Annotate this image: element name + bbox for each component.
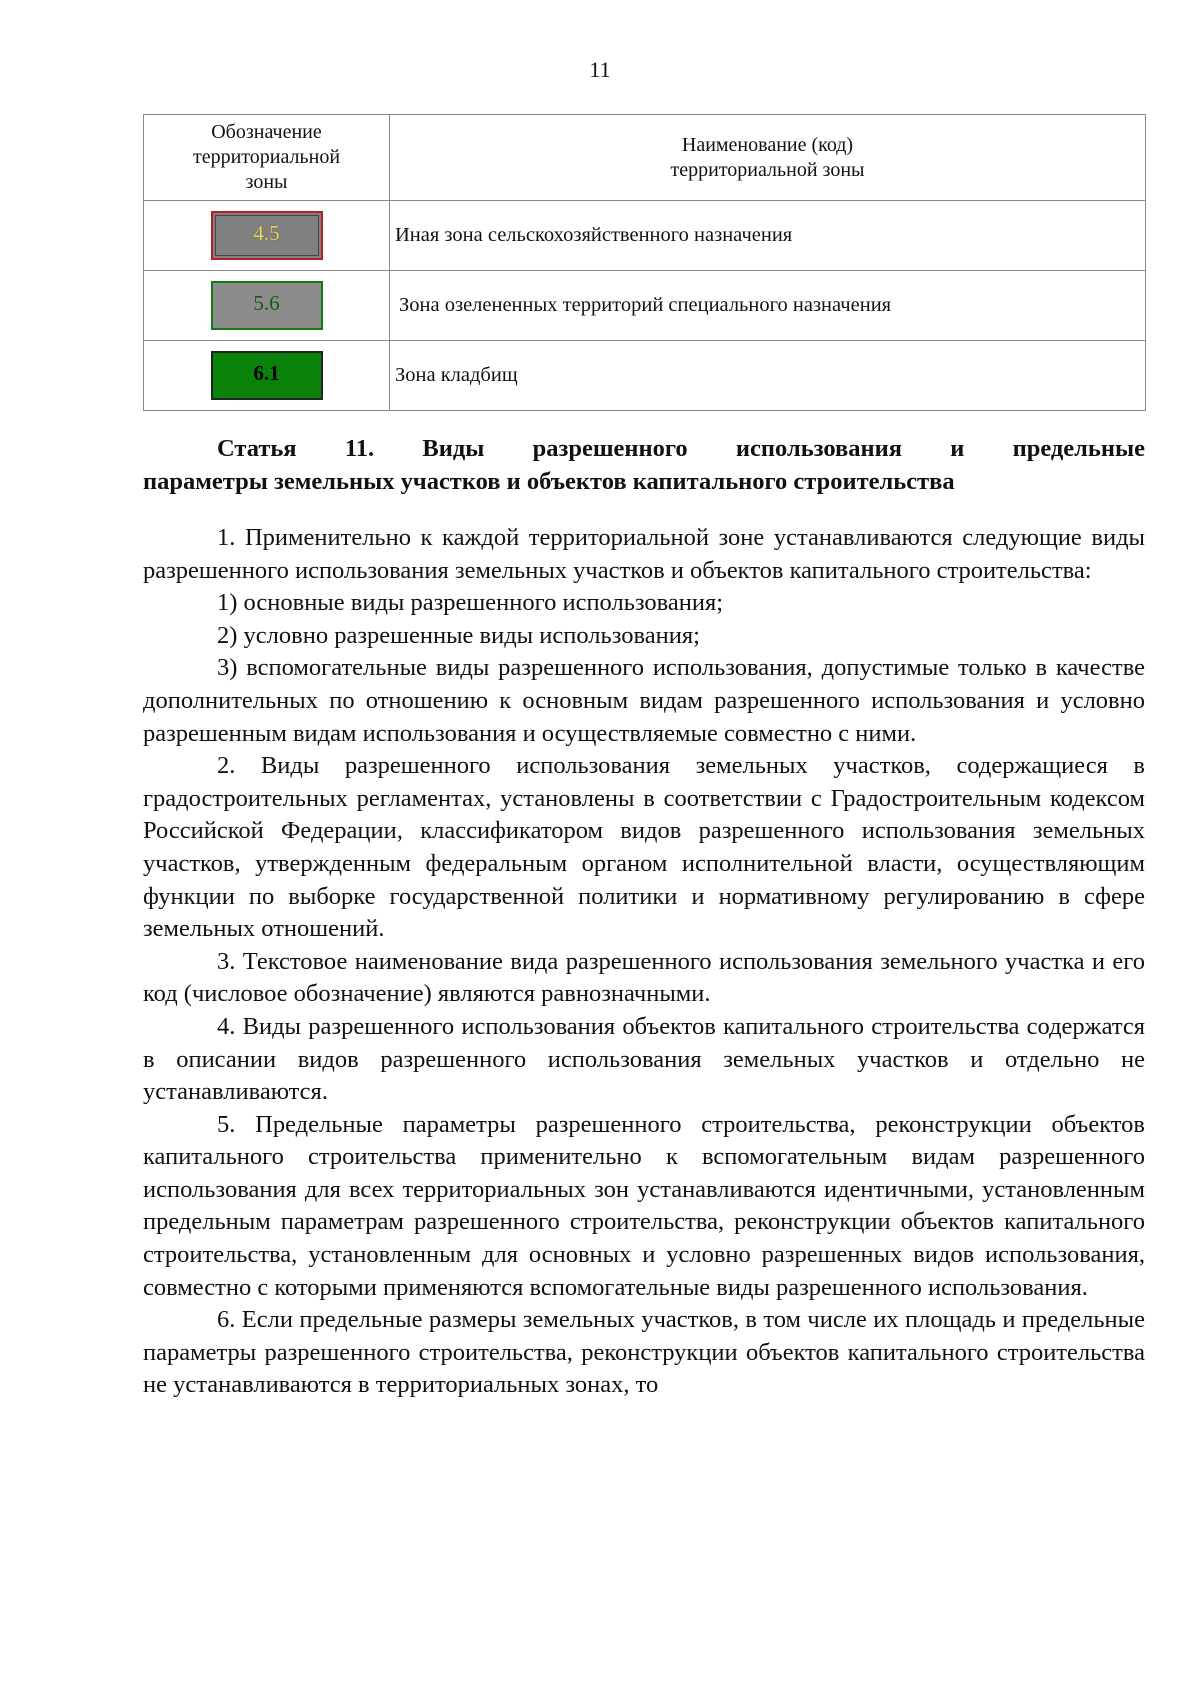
zone-swatch-cell: [144, 201, 390, 271]
zone-name-cell: Иная зона сельскохозяйственного назначения: [390, 201, 1146, 271]
paragraph: 5. Предельные параметры разрешенного строительства, реконструкции объектов капитального строительства применительно к вспомогательным видам разрешенного использования для всех территориальных зон устанавливаются идентичными, установленным предельным параметрам разрешенного строительства, реконструкции объектов капитального строительства, установленным для основных и условно разрешенных видов использования, совместно с которыми применяются вспомогательные виды разрешенного использования.: [143, 1110, 1145, 1301]
article-heading: [143, 432, 1145, 498]
zone-swatch-cell: [144, 271, 390, 341]
paragraph: 3. Текстовое наименование вида разрешенного использования земельного участка и его код (числовое обозначение) являются равнозначными.: [143, 947, 1145, 1008]
zone-swatch-5-6: 5.6: [211, 281, 323, 330]
paragraph: 4. Виды разрешенного использования объектов капитального строительства содержатся в описании видов разрешенного использования земельных участков и отдельно не устанавливаются.: [143, 1012, 1145, 1106]
header-col2-line1: Наименование (код): [681, 133, 854, 156]
paragraph: 1) основные виды разрешенного использования;: [217, 589, 724, 617]
paragraph: 2. Виды разрешенного использования земельных участков, содержащиеся в градостроительных регламентах, установлены в соответствии с Градостроительным кодексом Российской Федерации, классификатором видов разрешенного использования земельных участков, утвержденным федеральным органом исполнительной власти, осуществляющим функции по выборке государственной политики и нормативному регулированию в сфере земельных отношений.: [143, 752, 1145, 943]
zones-table: [143, 114, 1146, 411]
table-row: [144, 341, 1146, 411]
header-zone-name: [390, 115, 1146, 201]
zone-swatch-6-1: 6.1: [211, 351, 323, 400]
zone-swatch-4-5: 4.5: [211, 211, 323, 260]
table-row: [144, 271, 1146, 341]
paragraph: 2) условно разрешенные виды использования;: [217, 621, 700, 649]
zone-name-cell: Зона кладбищ: [390, 341, 1146, 411]
zone-name-cell: Зона озелененных территорий специального назначения: [390, 271, 1146, 341]
paragraph: 1. Применительно к каждой территориальной зоне устанавливаются следующие виды разрешенного использования земельных участков и объектов капитального строительства:: [143, 524, 1145, 584]
article-body: [143, 522, 1145, 1402]
header-col2-line2: территориальной зоны: [670, 158, 865, 181]
paragraph: 6. Если предельные размеры земельных участков, в том числе их площадь и предельные параметры разрешенного строительства, реконструкции объектов капитального строительства не устанавливаются в территориальных зонах, то: [143, 1306, 1145, 1399]
zone-swatch-cell: [144, 341, 390, 411]
article-heading-line1: Статья 11. Виды разрешенного использования и предельные: [217, 435, 1145, 462]
header-col1-text: Обозначение территориальной зоны: [192, 121, 341, 193]
page-number: 11: [589, 57, 611, 82]
table-header-row: [144, 115, 1146, 201]
table-row: [144, 201, 1146, 271]
article-heading-line2: параметры земельных участков и объектов капитального строительства: [143, 468, 955, 495]
header-zone-designation: [144, 115, 390, 201]
paragraph: 3) вспомогательные виды разрешенного использования, допустимые только в качестве дополнительных по отношению к основным видам разрешенного использования и условно разрешенным видам использования и осуществляемые совместно с ними.: [143, 654, 1145, 747]
